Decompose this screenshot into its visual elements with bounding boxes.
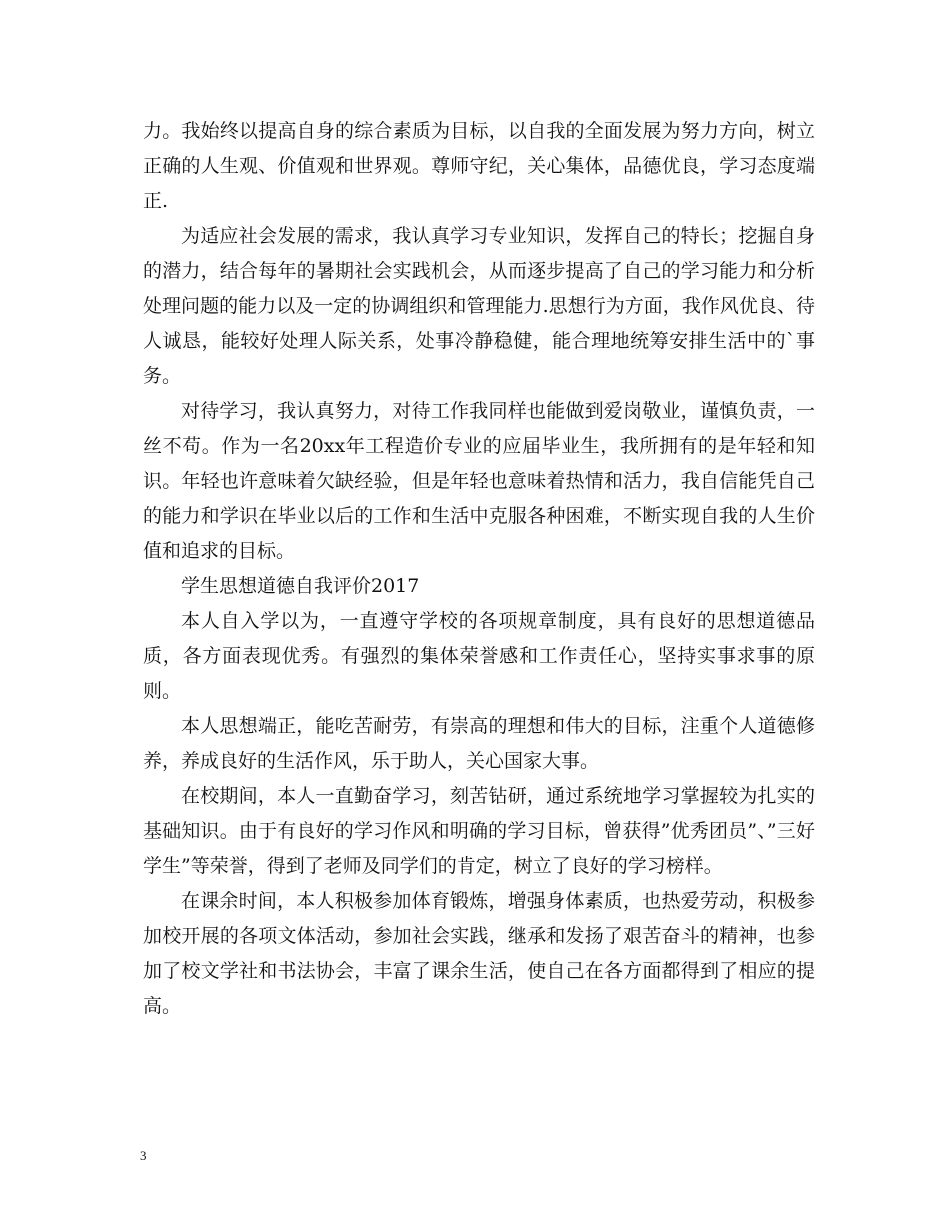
paragraph: 在校期间，本人一直勤奋学习，刻苦钻研，通过系统地学习掌握较为扎实的基础知识。由于有良好的学习作风和明确的学习目标，曾获得”优秀团员”、”三好学生”等荣誉，得到了老师及同学们的肯定，树立了良好的学习榜样。 (143, 785, 815, 877)
paragraph: 为适应社会发展的需求，我认真学习专业知识，发挥自己的特长；挖掘自身的潜力，结合每年的暑期社会实践机会，从而逐步提高了自己的学习能力和分析处理问题的能力以及一定的协调组织和管理能力.思想行为方面，我作风优良、待人诚恳，能较好处理人际关系，处事冷静稳健，能合理地统筹安排生活中的`事务。 (143, 225, 815, 387)
page-number: 3 (140, 1148, 147, 1163)
paragraph-continued: 力。我始终以提高自身的综合素质为目标，以自我的全面发展为努力方向，树立正确的人生观、价值观和世界观。尊师守纪，关心集体，品德优良，学习态度端正. (143, 120, 815, 212)
paragraph: 在课余时间，本人积极参加体育锻炼，增强身体素质，也热爱劳动，积极参加校开展的各项文体活动，参加社会实践，继承和发扬了艰苦奋斗的精神，也参加了校文学社和书法协会，丰富了课余生活，使自己在各方面都得到了相应的提高。 (143, 890, 815, 1017)
paragraph: 对待学习，我认真努力，对待工作我同样也能做到爱岗敬业，谨慎负责，一丝不苟。作为一名20xx年工程造价专业的应届毕业生，我所拥有的是年轻和知识。年轻也许意味着欠缺经验，但是年轻也意味着热情和活力，我自信能凭自己的能力和学识在毕业以后的工作和生活中克服各种困难，不断实现自我的人生价值和追求的目标。 (143, 400, 815, 562)
paragraph: 本人思想端正，能吃苦耐劳，有崇高的理想和伟大的目标，注重个人道德修养，养成良好的生活作风，乐于助人，关心国家大事。 (143, 715, 815, 772)
section-heading: 学生思想道德自我评价2017 (181, 575, 420, 597)
document-body (143, 114, 815, 1024)
paragraph: 本人自入学以为，一直遵守学校的各项规章制度，具有良好的思想道德品质，各方面表现优秀。有强烈的集体荣誉感和工作责任心，坚持实事求事的原则。 (143, 610, 815, 702)
